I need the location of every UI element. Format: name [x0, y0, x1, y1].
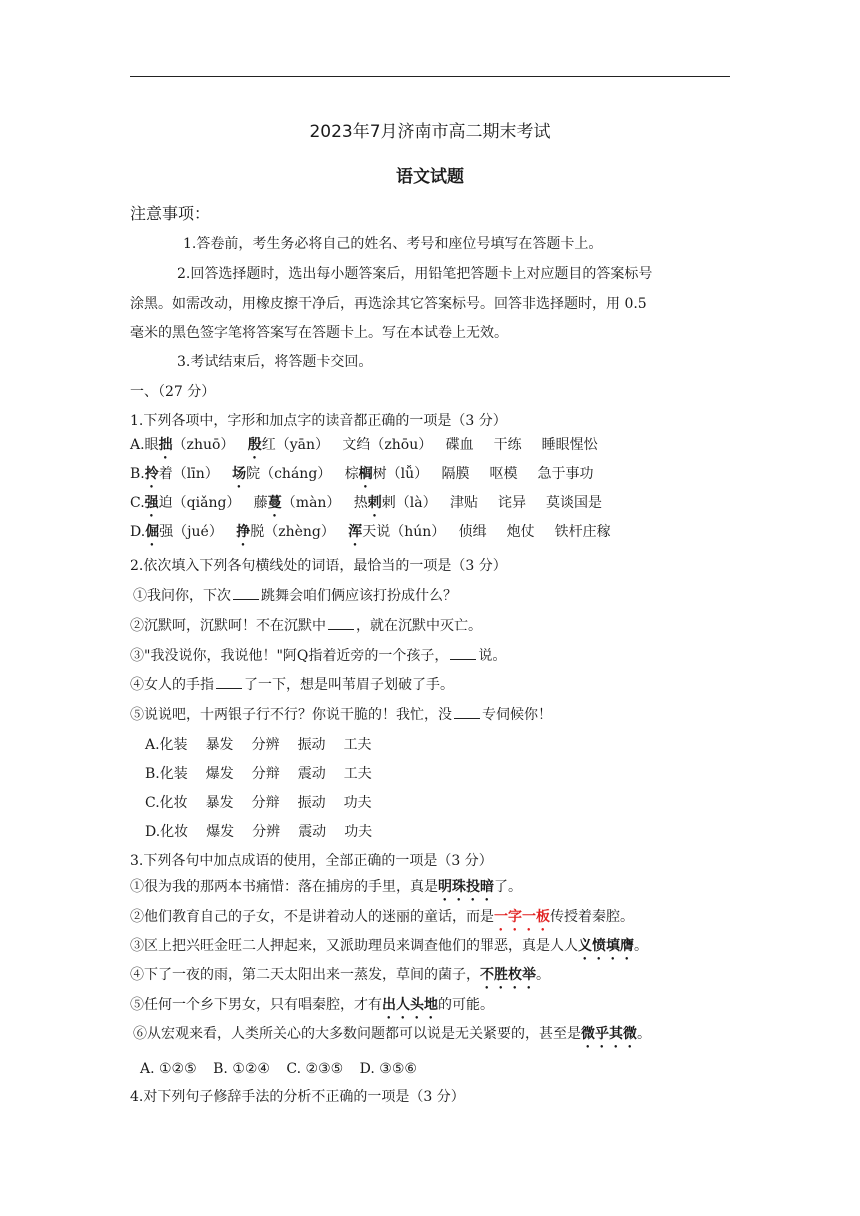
- q3-stem: 3.下列各句中加点成语的使用，全部正确的一项是（3 分）: [130, 853, 493, 869]
- q3-sentence-1: ①很为我的那两本书痛惜：落在捕房的手里，真是明珠投暗了。: [130, 879, 522, 895]
- q3-option-b: B. ①②④: [213, 1061, 270, 1077]
- blank-line: [450, 647, 476, 660]
- notice-heading: 注意事项：: [130, 204, 211, 223]
- q2-sentence-5: ⑤说说吧，十两银子行不行？你说干脆的！我忙，没 专伺候你！: [130, 707, 552, 723]
- q2-option-c: C.化妆 暴发 分辩 振动 功夫: [145, 795, 372, 811]
- q3-option-a: A. ①②⑤: [140, 1061, 197, 1077]
- q3-options: [140, 1060, 429, 1078]
- section-label: 一、（27 分）: [130, 384, 216, 400]
- q3-sentence-4: ④下了一夜的雨，第二天太阳出来一蒸发，草间的菌子，不胜枚举。: [130, 967, 550, 983]
- notice-item-2-line-3: 毫米的黑色签字笔将答案写在答题卡上。写在本试卷上无效。: [130, 325, 508, 341]
- notice-item-1: 1.答卷前，考生务必将自己的姓名、考号和座位号填写在答题卡上。: [183, 236, 603, 252]
- blank-line: [454, 706, 480, 719]
- blank-line: [216, 676, 242, 689]
- notice-item-2-line-2: 涂黑。如需改动，用橡皮擦干净后，再选涂其它答案标号。回答非选择题时，用 0.5: [130, 296, 647, 312]
- exam-title: 2023年7月济南市高二期末考试: [309, 122, 551, 142]
- q1-option-c: C.强迫（qiǎng） 藤蔓（màn） 热剌剌（là） 津贴 诧异 莫谈国是: [130, 495, 602, 511]
- notice-item-3: 3.考试结束后，将答题卡交回。: [177, 354, 373, 370]
- q3-sentence-2: ②他们教育自己的子女，不是讲着动人的迷丽的童话，而是一字一板传授着秦腔。: [130, 909, 634, 925]
- blank-line: [328, 617, 354, 630]
- q1-option-d: D.倔强（jué） 挣脱（zhèng） 浑天说（hún） 侦缉 炮仗 铁杆庄稼: [130, 524, 611, 540]
- blank-line: [233, 587, 259, 600]
- q1-option-b: B.拎着（līn） 场院（cháng） 棕榈树（lǚ） 隔膜 呕模 急于事功: [130, 466, 594, 482]
- q3-option-c: C. ②③⑤: [286, 1061, 344, 1077]
- q2-option-a: A.化装 暴发 分辨 振动 工夫: [145, 737, 372, 753]
- q2-stem: 2.依次填入下列各句横线处的词语，最恰当的一项是（3 分）: [130, 558, 507, 574]
- header-rule: [130, 76, 730, 77]
- q2-option-d: D.化妆 爆发 分辨 震动 功夫: [145, 824, 373, 840]
- q2-sentence-1: ①我问你，下次 跳舞会咱们俩应该打扮成什么？: [133, 588, 457, 604]
- q2-sentence-2: ②沉默呵，沉默呵！不在沉默中 ，就在沉默中灭亡。: [130, 618, 482, 634]
- q3-sentence-5: ⑤任何一个乡下男女，只有唱秦腔，才有出人头地的可能。: [130, 997, 494, 1013]
- q3-sentence-3: ③区上把兴旺金旺二人押起来，又派助理员来调查他们的罪恶，真是人人义愤填膺。: [130, 938, 648, 954]
- q2-sentence-3: ③"我没说你，我说他！"阿Q指着近旁的一个孩子， 说。: [130, 648, 507, 664]
- q1-option-a: A.眼拙（zhuō） 殷红（yān） 文绉（zhōu） 碟血 干练 睡眼惺忪: [130, 437, 598, 453]
- q2-sentence-4: ④女人的手指 了一下，想是叫苇眉子划破了手。: [130, 677, 454, 693]
- notice-item-2-line-1: 2.回答选择题时，选出每小题答案后，用铅笔把答题卡上对应题目的答案标号: [177, 266, 653, 282]
- q2-option-b: B.化装 爆发 分辩 震动 工夫: [145, 766, 372, 782]
- q1-stem: 1.下列各项中，字形和加点字的读音都正确的一项是（3 分）: [130, 413, 507, 429]
- q3-option-d: D. ③⑤⑥: [359, 1061, 417, 1077]
- q4-stem: 4.对下列句子修辞手法的分析不正确的一项是（3 分）: [130, 1089, 465, 1105]
- q3-sentence-6: ⑥从宏观来看，人类所关心的大多数问题都可以说是无关紧要的，甚至是微乎其微。: [133, 1026, 651, 1042]
- exam-subtitle: 语文试题: [396, 167, 464, 187]
